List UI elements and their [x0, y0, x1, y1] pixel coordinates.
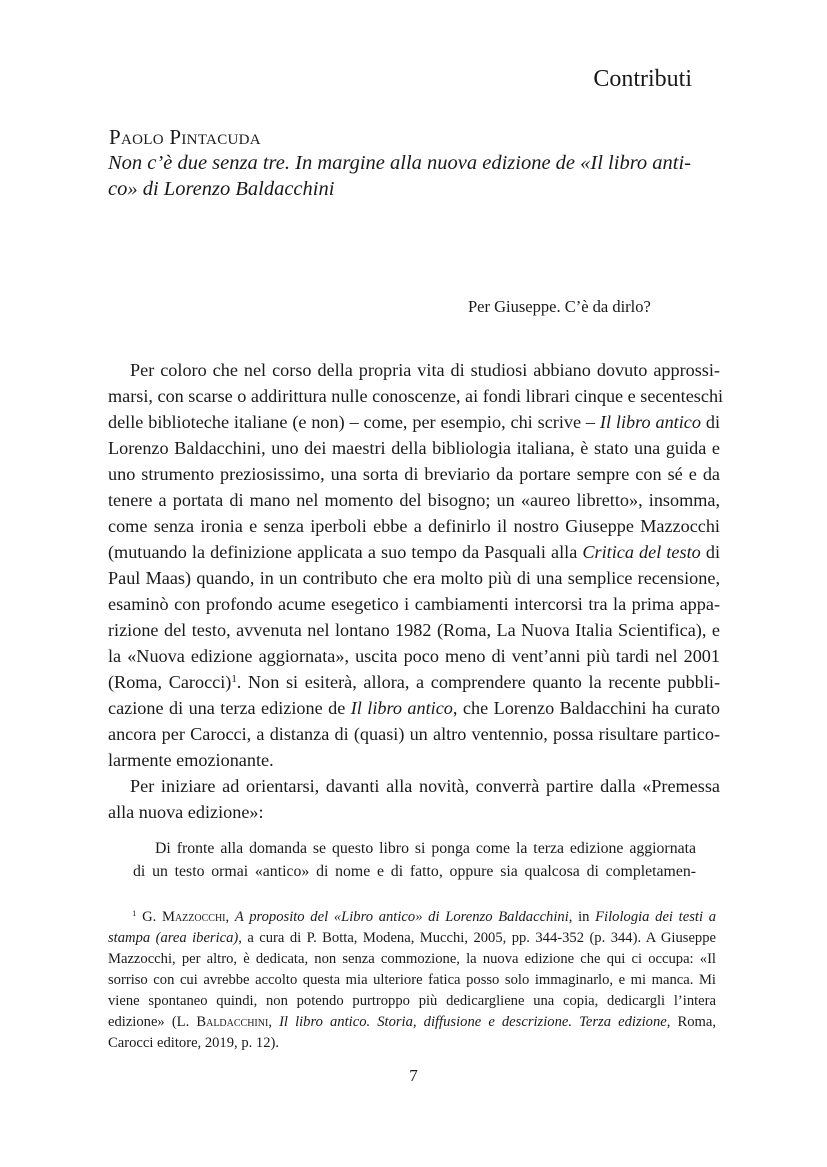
footnote-line — [108, 928, 716, 949]
article-author: Paolo Pintacuda — [109, 125, 261, 149]
body-line: Per iniziare ad orientarsi, davanti alla novità, converrà partire dalla «Premessa — [130, 776, 720, 796]
book-title: Il libro antico — [599, 412, 701, 432]
body-text: delle biblioteche italiane (e non) – come, per esempio, chi scrive – — [108, 412, 600, 432]
book-title: Il libro antico — [350, 698, 453, 718]
footnote-text: , Roma, — [666, 1014, 717, 1030]
body-line: Paul Maas) quando, in un contributo che era molto più di una semplice recensione, — [108, 568, 720, 588]
footnote-line: viene spontaneo quindi, non potendo purtroppo più dedicargliene una copia, dedicargli l’intera — [108, 993, 716, 1009]
footnote-text: , a cura di P. Botta, Modena, Mucchi, 2005, pp. 344-352 (p. 344). A Giuseppe — [238, 930, 716, 946]
epigraph: Per Giuseppe. C’è da dirlo? — [468, 297, 651, 316]
body-text: di — [700, 412, 721, 432]
footnote-text: , — [268, 1014, 280, 1030]
body-line: Per coloro che nel corso della propria vita di studiosi abbiano dovuto approssi- — [130, 360, 720, 380]
body-text: , che Lorenzo Baldacchini ha curato — [452, 698, 720, 718]
footnote-line: Mazzocchi, per altro, è dedicata, non senza commozione, la nuova edizione che qui ci occupa: «Il — [108, 951, 716, 967]
footnote-line: Carocci editore, 2019, p. 12). — [108, 1035, 280, 1051]
footnote-line — [108, 907, 716, 928]
body-line — [108, 670, 720, 694]
footnote-text: G. — [136, 909, 162, 925]
work-title: stampa (area iberica) — [108, 930, 239, 946]
article-title-line-1: Non c’è due senza tre. In margine alla nuova edizione de «Il libro anti- — [108, 152, 692, 174]
blockquote-line: di un testo ormai «antico» di nome e di fatto, oppure sia qualcosa di completamen- — [133, 863, 696, 880]
footnote-text: , — [225, 909, 235, 925]
body-line — [108, 410, 720, 434]
body-text: (mutuando la definizione applicata a suo tempo da Pasquali alla — [108, 542, 583, 562]
body-line — [108, 540, 720, 564]
footnote-text: , in — [568, 909, 596, 925]
footnote-reference[interactable]: 1 — [231, 673, 237, 685]
body-line: la «Nuova edizione aggiornata», uscita poco meno di vent’anni più tardi nel 2001 — [108, 646, 720, 666]
body-line — [108, 696, 720, 720]
book-title: Critica del testo — [582, 542, 701, 562]
body-line: esaminò con profondo acume esegetico i cambiamenti intercorsi tra la prima appa- — [108, 594, 720, 614]
footnote-number: 1 — [132, 908, 137, 919]
work-title: Il libro antico. Storia, diffusione e descrizione. Terza edizione — [279, 1014, 667, 1030]
body-line: alla nuova edizione»: — [108, 802, 264, 822]
body-line: rizione del testo, avvenuta nel lontano 1982 (Roma, La Nuova Italia Scientifica), e — [108, 620, 720, 640]
footnote-line: sorriso con cui avrebbe accolto questa mia ulteriore fatica posso solo immaginarlo, e mi manca. Mi — [108, 972, 716, 988]
body-text: . Non si esiterà, allora, a comprendere quanto la recente pubbli- — [236, 672, 721, 692]
blockquote-line: Di fronte alla domanda se questo libro si ponga come la terza edizione aggiornata — [155, 840, 696, 857]
work-title: A proposito del «Libro antico» di Lorenzo Baldacchini — [234, 909, 569, 925]
article-title-line-2: co» di Lorenzo Baldacchini — [108, 178, 335, 200]
body-line: marsi, con scarse o addirittura nulle conoscenze, ai fondi librari cinque e secenteschi — [108, 386, 724, 406]
body-line: come senza ironia e senza iperboli ebbe a definirlo il nostro Giuseppe Mazzocchi — [108, 516, 720, 536]
work-title: Filologia dei testi a — [595, 909, 716, 925]
footnote-line — [108, 1012, 716, 1033]
body-line: uno strumento preziosissimo, una sorta di breviario da portare sempre con sé e da — [108, 464, 720, 484]
body-line: tenere a portata di mano nel momento del bisogno; un «aureo libretto», insomma, — [108, 490, 720, 510]
body-text: cazione di una terza edizione de — [108, 698, 351, 718]
footnote-text: edizione» (L. — [108, 1014, 197, 1030]
author-name: Baldacchini — [196, 1014, 269, 1030]
body-line: Lorenzo Baldacchini, uno dei maestri della bibliologia italiana, è stato una guida e — [108, 438, 720, 458]
body-line: larmente emozionante. — [108, 750, 274, 770]
running-head: Contributi — [593, 66, 692, 92]
body-text: di — [700, 542, 720, 562]
page-number: 7 — [409, 1066, 418, 1085]
body-text: (Roma, Carocci) — [108, 672, 232, 692]
author-name: Mazzocchi — [161, 909, 226, 925]
body-line: ancora per Carocci, a distanza di (quasi) un altro ventennio, possa risultare partico- — [108, 724, 720, 744]
